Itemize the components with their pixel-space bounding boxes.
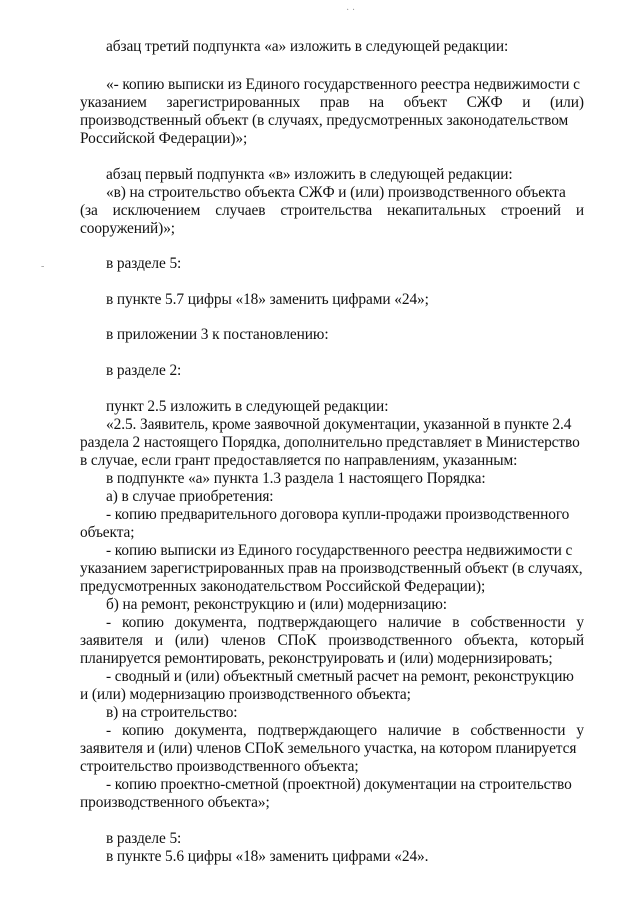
- text-line: [80, 632, 584, 650]
- text-word: на: [369, 94, 384, 111]
- text-line: «в) на строительство объекта СЖФ и (или) производственного объекта: [106, 184, 566, 201]
- text-line: предусмотренных законодательством Российской Федерации);: [80, 578, 486, 595]
- text-line: в разделе 5:: [106, 830, 182, 847]
- text-word: в: [452, 614, 460, 631]
- text-word: прав: [319, 94, 350, 111]
- text-line: а) в случае приобретения:: [106, 488, 274, 505]
- text-line: раздела 2 настоящего Порядка, дополнительно представляет в Министерство: [80, 434, 580, 451]
- text-word: зарегистрированных: [166, 94, 301, 111]
- text-word: который: [529, 632, 584, 649]
- text-line: в случае, если грант предоставляется по направлениям, указанным:: [80, 452, 518, 469]
- text-word: и: [522, 94, 531, 111]
- text-line: производственный объект (в случаях, предусмотренных законодательством: [80, 112, 569, 129]
- text-line: заявителя и (или) членов СПоК земельного участка, на котором планируется: [80, 740, 577, 757]
- text-word: в: [452, 722, 460, 739]
- text-line: в приложении 3 к постановлению:: [106, 326, 329, 343]
- text-word: и: [154, 632, 163, 649]
- text-word: копию: [122, 722, 164, 739]
- text-line: в) на строительство:: [106, 704, 238, 721]
- text-word: и: [575, 202, 584, 219]
- text-word: СПоК: [277, 632, 317, 649]
- text-line: - копию проектно-сметной (проектной) документации на строительство: [106, 776, 572, 793]
- text-word: у: [576, 722, 584, 739]
- text-line: «- копию выписки из Единого государственного реестра недвижимости с: [106, 76, 580, 93]
- text-word: наличие: [387, 722, 442, 739]
- text-word: подтверждающего: [257, 614, 377, 631]
- text-line: указанием зарегистрированных прав на производственный объект (в случаях,: [80, 560, 583, 577]
- text-line: - сводный и (или) объектный сметный расчет на ремонт, реконструкцию: [106, 668, 574, 685]
- text-word: исключением: [112, 202, 201, 219]
- text-word: указанием: [80, 94, 147, 111]
- text-word: случаев: [215, 202, 266, 219]
- text-line: в разделе 5:: [106, 255, 182, 272]
- text-line: в разделе 2:: [106, 362, 182, 379]
- text-word: -: [106, 614, 112, 631]
- text-line: производственного объекта»;: [80, 794, 270, 811]
- text-line: [106, 614, 584, 632]
- text-word: некапитальных: [387, 202, 486, 219]
- text-word: копию: [122, 614, 164, 631]
- text-line: - копию предварительного договора купли-продажи производственного: [106, 506, 570, 523]
- text-line: в пункте 5.6 цифры «18» заменить цифрами «24».: [106, 848, 429, 865]
- text-word: собственности: [470, 614, 566, 631]
- text-word: -: [106, 722, 112, 739]
- text-line: в подпункте «а» пункта 1.3 раздела 1 настоящего Порядка:: [106, 470, 486, 487]
- text-word: документа,: [174, 722, 247, 739]
- text-word: (за: [80, 202, 98, 219]
- text-word: строительства: [280, 202, 373, 219]
- text-word: документа,: [174, 614, 247, 631]
- text-line: - копию выписки из Единого государственного реестра недвижимости с: [106, 542, 573, 559]
- text-line: [106, 722, 584, 740]
- text-word: заявителя: [80, 632, 143, 649]
- scan-artifact: · ·: [346, 5, 356, 16]
- text-word: наличие: [387, 614, 442, 631]
- text-line: абзац первый подпункта «в» изложить в следующей редакции:: [106, 166, 513, 183]
- text-line: Российской Федерации)»;: [80, 130, 248, 147]
- text-word: строений: [500, 202, 561, 219]
- text-word: членов: [220, 632, 266, 649]
- text-line: строительство производственного объекта;: [80, 758, 359, 775]
- text-word: у: [576, 614, 584, 631]
- text-word: собственности: [470, 722, 566, 739]
- text-line: сооружений)»;: [80, 220, 175, 237]
- text-word: СЖФ: [466, 94, 503, 111]
- text-line: объекта;: [80, 524, 135, 541]
- text-line: планируется ремонтировать, реконструировать и (или) модернизировать;: [80, 650, 553, 667]
- text-line: и (или) модернизацию производственного объекта;: [80, 686, 411, 703]
- text-word: объект: [403, 94, 447, 111]
- text-word: объекта,: [464, 632, 519, 649]
- text-line: [80, 94, 584, 112]
- text-line: абзац третий подпункта «а» изложить в следующей редакции:: [106, 38, 509, 55]
- text-line: пункт 2.5 изложить в следующей редакции:: [106, 398, 389, 415]
- text-word: (или): [550, 94, 584, 111]
- text-line: [80, 202, 584, 220]
- text-line: б) на ремонт, реконструкцию и (или) модернизацию:: [106, 596, 447, 613]
- text-word: подтверждающего: [257, 722, 377, 739]
- text-line: «2.5. Заявитель, кроме заявочной документации, указанной в пункте 2.4: [106, 416, 572, 433]
- text-word: (или): [174, 632, 209, 649]
- text-line: в пункте 5.7 цифры «18» заменить цифрами «24»;: [106, 291, 429, 308]
- text-word: производственного: [328, 632, 453, 649]
- scan-artifact: -: [41, 261, 45, 272]
